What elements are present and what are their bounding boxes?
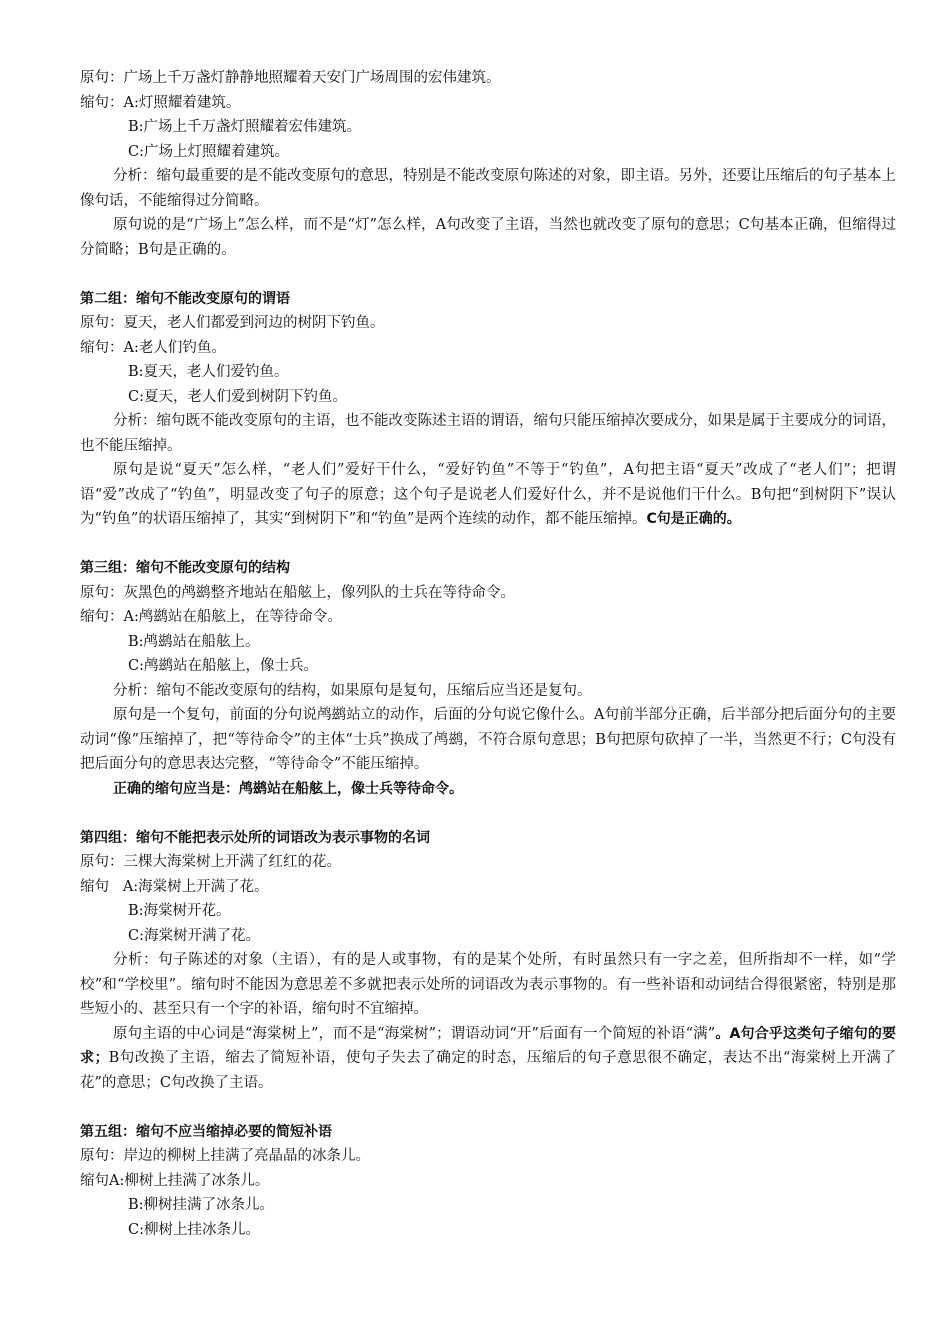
group2-explanation (80, 458, 896, 532)
group2-option-a: 缩句：A:老人们钓鱼。 (80, 339, 226, 356)
spacer (80, 1095, 896, 1120)
group4-original: 原句：三棵大海棠树上开满了红红的花。 (80, 854, 341, 870)
group4-explanation-post: B句改换了主语，缩去了简短补语，使句子失去了确定的时态，压缩后的句子意思很不确定，表达不出“海棠树上开满了花”的意思；C句改换了主语。 (80, 1050, 896, 1091)
group5-option-a: 缩句A:柳树上挂满了冰条儿。 (80, 1172, 270, 1189)
spacer (80, 532, 896, 557)
group4-explanation-bold: 。A句合乎这类句子缩句的要求； (80, 1025, 896, 1066)
group3-heading: 第三组：缩句不能改变原句的结构 (80, 560, 290, 576)
group1-original: 原句：广场上千万盏灯静静地照耀着天安门广场周围的宏伟建筑。 (80, 70, 501, 86)
group5-option-b: B:柳树挂满了冰条儿。 (128, 1197, 275, 1213)
group4-explanation-pre: 原句主语的中心词是“海棠树上”，而不是“海棠树”；谓语动词“开”后面有一个简短的补语“满” (113, 1025, 716, 1042)
group3-analysis: 分析：缩句不能改变原句的结构，如果原句是复句，压缩后应当还是复句。 (113, 682, 592, 699)
group3-option-b: B:鸬鹚站在船舷上。 (128, 633, 260, 650)
group5-option-c: C:柳树上挂冰条儿。 (128, 1221, 260, 1238)
group4-option-b: B:海棠树开花。 (128, 903, 231, 919)
group1-option-c: C:广场上灯照耀着建筑。 (128, 143, 289, 160)
spacer (80, 262, 896, 287)
group1-analysis: 分析：缩句最重要的是不能改变原句的意思，特别是不能改变原句陈述的对象，即主语。另外，还要让压缩后的句子基本上像句话，不能缩得过分简略。 (80, 168, 896, 209)
group2-option-c: C:夏天，老人们爱到树阴下钓鱼。 (128, 388, 347, 405)
group4-heading: 第四组：缩句不能把表示处所的词语改为表示事物的名词 (80, 829, 430, 846)
group3-option-c: C:鸬鹚站在船舷上，像士兵。 (128, 658, 318, 674)
spacer (80, 801, 896, 826)
group5-heading: 第五组：缩句不应当缩掉必要的简短补语 (80, 1123, 332, 1140)
group4-analysis: 分析：句子陈述的对象（主语），有的是人或事物，有的是某个处所，有时虽然只有一字之差，但所指却不一样，如“学校”和“学校里”。缩句时不能因为意思差不多就把表示处所的词语改为表示事物的。有一些补语和动词结合得很紧密，特别是那些短小的、甚至只有一个字的补语，缩句时不宜缩掉。 (80, 952, 896, 1017)
group2-explanation-bold: C句是正确的。 (646, 511, 741, 527)
group4-explanation (80, 1022, 896, 1096)
group2-explanation-text: 原句是说“夏天”怎么样，“老人们”爱好干什么，“爱好钓鱼”不等于“钓鱼”，A句把主语“夏天”改成了“老人们”；把谓语“爱”改成了“钓鱼”，明显改变了句子的原意；这个句子是说老人们爱好什么，并不是说他们干什么。B句把“到树阴下”误认为“钓鱼”的状语压缩掉了，其实“到树阴下”和“钓鱼”是两个连续的动作，都不能压缩掉。 (80, 462, 896, 527)
group3-original: 原句：灰黑色的鸬鹚整齐地站在船舷上，像列队的士兵在等待命令。 (80, 584, 515, 601)
group2-original: 原句：夏天，老人们都爱到河边的树阴下钓鱼。 (80, 315, 385, 331)
group2-option-b: B:夏天，老人们爱钓鱼。 (128, 364, 289, 380)
group5-original: 原句：岸边的柳树上挂满了亮晶晶的冰条儿。 (80, 1148, 370, 1164)
group1-option-a: 缩句：A:灯照耀着建筑。 (80, 94, 241, 111)
group4-option-c: C:海棠树开满了花。 (128, 927, 260, 944)
group2-analysis: 分析：缩句既不能改变原句的主语，也不能改变陈述主语的谓语，缩句只能压缩掉次要成分，如果是属于主要成分的词语，也不能压缩掉。 (80, 413, 896, 454)
group1-explanation: 原句说的是“广场上”怎么样，而不是“灯”怎么样，A句改变了主语，当然也就改变了原句的意思；C句基本正确，但缩得过分简略；B句是正确的。 (80, 217, 896, 258)
group4-option-a: 缩句 A:海棠树上开满了花。 (80, 878, 269, 895)
group3-answer: 正确的缩句应当是：鸬鹚站在船舷上，像士兵等待命令。 (113, 780, 463, 797)
group1-option-b: B:广场上千万盏灯照耀着宏伟建筑。 (128, 119, 362, 135)
group3-explanation: 原句是一个复句，前面的分句说鸬鹚站立的动作，后面的分句说它像什么。A句前半部分正确，后半部分把后面分句的主要动词“像”压缩掉了，把“等待命令”的主体“士兵”换成了鸬鹚，不符合原句意思；B句把原句砍掉了一半，当然更不行；C句没有把后面分句的意思表达完整，“等待命令”不能压缩掉。 (80, 707, 896, 772)
group3-option-a: 缩句：A:鸬鹚站在船舷上，在等待命令。 (80, 609, 342, 625)
group2-heading: 第二组：缩句不能改变原句的谓语 (80, 290, 290, 307)
